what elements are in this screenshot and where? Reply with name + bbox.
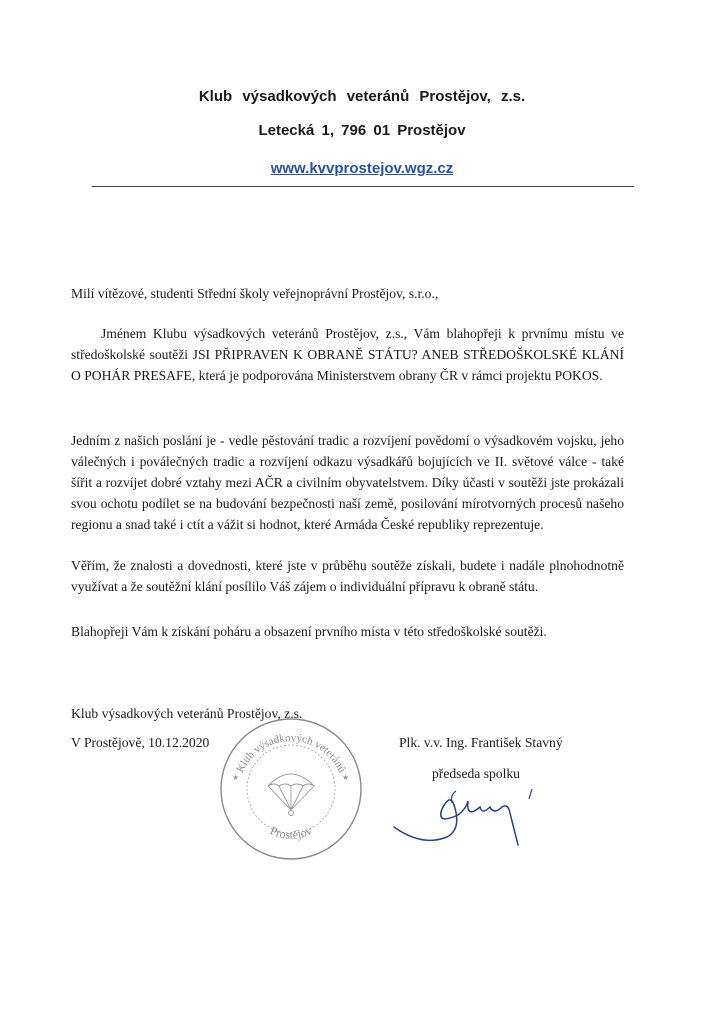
paragraph-closing-wish: Blahopřeji Vám k získání poháru a obsazení prvního místa v této středoškolské soutěži.: [71, 624, 547, 639]
svg-text:Prostějov: [268, 823, 314, 841]
stamp-text-bottom: Prostějov: [267, 823, 315, 842]
stamp-star-icon: ★: [232, 773, 240, 782]
salutation: Milí vítězové, studenti Střední školy veřejnoprávní Prostějov, s.r.o.,: [71, 286, 439, 301]
organization-name: Klub výsadkových veteránů Prostějov, z.s.: [198, 88, 526, 105]
parachute-icon: [268, 774, 314, 816]
organization-address: Letecká 1, 796 01 Prostějov: [258, 122, 466, 139]
signer-role: předseda spolku: [432, 766, 520, 781]
place-and-date: V Prostějově, 10.12.2020: [71, 735, 210, 750]
website-link[interactable]: www.kvvprostejov.wgz.cz: [270, 160, 454, 177]
stamp-text-top: Klub výsadkových veteránů: [234, 731, 348, 775]
signer-name: Plk. v.v. Ing. František Stavný: [399, 735, 563, 750]
stamp-star-icon: ★: [342, 773, 350, 782]
club-signature-line: Klub výsadkových veteránů Prostějov, z.s.: [71, 706, 303, 721]
paragraph-mission: Jedním z našich poslání je - vedle pěstování tradic a rozvíjení povědomí o výsadkovém vojsku, jeho válečných i poválečných tradic a rozvíjení odkazu výsadkářů bojujících ve II. světové válce - také šířit a rozvíjet dobré vztahy mezi AČR a civilním obyvatelstvem. Díky účasti v soutěži jste prokázali svou ochotu podílet se na budování bezpečnosti naší země, posilování mírotvorných procesů našeho regionu a snad také i ctít a vážit si hodnot, které Armáda České republiky reprezentuje.: [71, 433, 624, 532]
club-stamp: [218, 716, 364, 862]
paragraph-congratulation: Jménem Klubu výsadkových veteránů Prostějov, z.s., Vám blahopřeji k prvnímu místu ve středoškolské soutěži JSI PŘIPRAVEN K OBRANĚ STÁTU? ANEB STŘEDOŠKOLSKÉ KLÁNÍ O POHÁR PRESAFE, která je podporována Ministerstvem obrany ČR v rámci projektu POKOS.: [71, 326, 624, 383]
handwritten-signature: [392, 785, 552, 855]
website-line: [0, 160, 724, 177]
svg-text:Klub výsadkových veteránů: [234, 732, 348, 775]
paragraph-skills: Věřím, že znalosti a dovednosti, které jste v průběhu soutěže získali, budete i nadále plnohodnotně využívat a že soutěžní klání posílilo Váš zájem o individuální přípravu k obraně státu.: [71, 558, 624, 594]
header-divider: [92, 186, 634, 187]
